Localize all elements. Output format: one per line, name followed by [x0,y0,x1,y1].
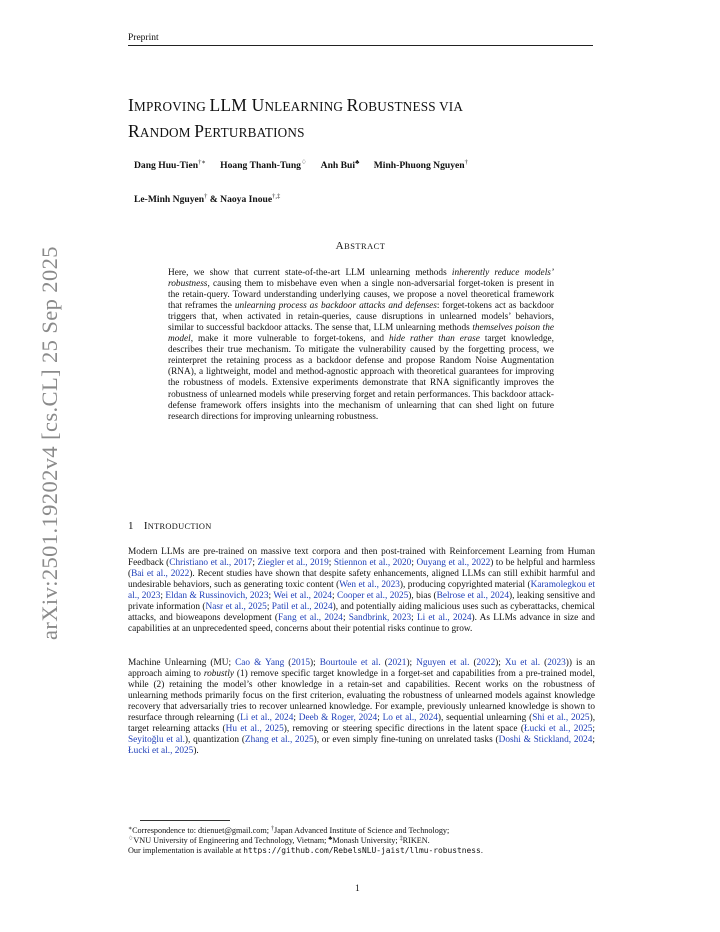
intro-paragraph-1 [128,547,595,635]
text-run: ), sequential unlearning ( [437,713,533,724]
arxiv-side-stamp: arXiv:2501.19202v4 [cs.CL] 25 Sep 2025 [37,246,62,640]
emphasis-text: unlearning process as backdoor attacks and defenses [234,301,437,312]
text-run: ). Recent studies have shown that despite safety enhancements, aligned LLMs can still exhibit harmful and undesirable behaviors, such as generating toxic content ( [128,569,595,591]
citation-link[interactable]: Sandbrink, 2023 [348,613,412,624]
author-line-1 [134,160,480,171]
text-run: VNU University of Engineering and Technology, Vietnam; [133,836,329,845]
citation-link[interactable]: Bai et al., 2022 [131,569,190,580]
citation-link[interactable]: Hu et al., 2025 [225,724,284,735]
citation-link[interactable]: Ouyang et al., 2022 [416,558,491,569]
section-heading-introduction: 1 INTRODUCTION [128,520,212,532]
citation-link[interactable]: Stiennon et al., 2020 [333,558,412,569]
text-run: ), or even simply fine-tuning on unrelated tasks ( [313,735,499,746]
text-run: ), quantization ( [184,735,245,746]
citation-link[interactable]: Fang et al., 2024 [278,613,343,624]
text-run: ( [380,658,388,668]
text-run: ); [309,658,320,668]
emphasis-text: themselves poison the model [168,323,554,345]
footnote-line [128,826,595,836]
text-run: )) is an approach aiming to [128,658,596,680]
text-run: ; [411,558,417,569]
text-run: ), bias ( [408,591,437,602]
text-run: ( [540,658,548,668]
emphasis-text: robustly [203,669,234,680]
author: Hoang Thanh-Tung♢ [220,159,307,171]
text-run: ; [377,713,383,724]
text-run: ; [293,713,299,724]
text-run: ; [592,724,595,735]
citation-link[interactable]: Patil et al., 2024 [271,602,333,613]
citation-link[interactable]: 2021 [387,658,407,668]
citation-link[interactable]: Li et al., 2024 [240,713,294,724]
citation-link[interactable]: Łucki et al., 2025 [128,746,194,757]
author: Le-Minh Nguyen† [134,193,208,205]
citation-link[interactable]: Belrose et al., 2024 [436,591,509,602]
footnote-implementation: Our implementation is available at https://github.com/RebelsNLU-jaist/llmu-robustness. [128,846,483,855]
footnote-mark: ∗ [128,826,133,832]
header-rule [128,45,593,46]
citation-link[interactable]: Nguyen et al. [416,658,470,668]
text-run: ); [406,658,417,668]
footnote-mark: ♣ [328,836,333,842]
text-run: ( [284,658,292,668]
text-run: Machine Unlearning (MU; [128,658,236,668]
citation-link[interactable]: 2023 [547,658,566,668]
abstract-body [168,268,554,423]
text-run: Modern LLMs are pre-trained on massive text corpora and then post-trained with Reinforcement Learning from Human Feedback ( [128,547,595,569]
citation-link[interactable]: Eldan & Russinovich, 2023 [165,591,269,602]
text-run: RIKEN. [402,836,430,845]
citation-link[interactable]: Ziegler et al., 2019 [257,558,329,569]
citation-link[interactable]: Karamolegkou et al., 2023 [128,580,595,602]
citation-link[interactable]: Zhang et al., 2025 [244,735,314,746]
running-header: Preprint [128,33,159,43]
text-run: ; [268,591,274,602]
page-number: 1 [355,884,360,894]
abstract-heading: ABSTRACT [335,240,386,252]
text-run: ; [266,602,272,613]
intro-paragraph-2 [128,658,595,757]
text-run: ; [411,613,417,624]
citation-link[interactable]: 2022 [476,658,496,668]
text-run: ; [328,558,334,569]
footnote-line [128,836,595,846]
footnote-rule [140,820,230,821]
citation-link[interactable]: Deeb & Roger, 2024 [298,713,378,724]
text-run: target knowledge, describes their true mechanism. To mitigate the vulnerability caused by the forgetting process, we reinterpret the retaining process as a backdoor defense and propose Random Noise Augmentation (RNA), a lightweight, model and method-agnostic approach with theoretical guarantees for improving the robustness of models. Extensive experiments demonstrate that RNA significantly improves the robustness of unlearned models while preserving forget and retain performances. This backdoor attack-defense framework offers insights into the mechanism of unlearning that can shed light on future research directions for improving unlearning robustness. [168,334,555,422]
text-run: Monash University; [332,836,400,845]
citation-link[interactable]: Cao & Yang [235,658,285,668]
citation-link[interactable]: Li et al., 2024 [416,613,472,624]
text-run: ; [592,735,596,746]
text-run: ( [469,658,477,668]
author: Anh Bui♣ [320,159,360,171]
text-run: ; [331,591,337,602]
title-line-1: IMPROVING LLM UNLEARNING ROBUSTNESS VIA [128,95,464,115]
repository-link[interactable]: https://github.com/RebelsNLU-jaist/llmu-robustness [243,846,481,855]
text-run: ). As LLMs advance in size and capabilities at an unprecedented speed, concerns about their potential risks continue to grow. [128,613,595,635]
text-run: ; [342,613,349,624]
footnote-mark: ‡ [399,836,403,842]
footnote-mark: † [271,826,275,832]
text-run: ; [252,558,258,569]
citation-link[interactable]: Seyitoğlu et al. [128,735,185,746]
citation-link[interactable]: Shi et al., 2025 [532,713,590,724]
text-run: (1) remove specific target knowledge in a forget-set and capabilities from a pre-trained model, while (2) retaining the model’s other knowledge in a retain-set and capabilities. Recent works on the robustness of unlearning methods primarily focus on the first criterion, evaluating the robustness of unlearned models against knowledge recovery that adversarially tries to recover unlearned knowledge. For example, previously unlearned knowledge is shown to resurface through relearning ( [128,669,596,724]
author: Dang Huu-Tien†∗ [134,159,206,171]
author: Naoya Inoue†,‡ [220,193,281,205]
text-run: , causing them to misbehave even when a single non-adversarial forget-token is present in the retain-query. Toward understanding underlying causes, we propose a novel theoretical framework that reframes the [168,279,554,312]
text-run: Japan Advanced Institute of Science and Technology; [274,826,450,835]
citation-link[interactable]: Christiano et al., 2017 [169,558,253,569]
citation-link[interactable]: Xu et al. [504,658,541,668]
text-run: : forget-tokens act as backdoor triggers that, when activated in retain-queries, cause disruptions in unlearned models’ behaviors, similar to successful backdoor attacks. The sense that, LLM unlearning methods [168,301,554,334]
text-run: ) to be helpful and harmless ( [128,558,595,580]
citation-link[interactable]: 2015 [291,658,310,668]
citation-link[interactable]: Łucki et al., 2025 [524,724,593,735]
citation-link[interactable]: Cooper et al., 2025 [337,591,409,602]
text-run: , make it more vulnerable to forget-tokens, and [190,334,390,345]
text-run: ; [160,591,166,602]
emphasis-text: hide rather than erase [389,334,480,345]
author-line-2 [134,194,280,205]
title-line-2: RANDOM PERTURBATIONS [128,121,305,141]
citation-link[interactable]: Lo et al., 2024 [382,713,438,724]
citation-link[interactable]: Wei et al., 2024 [273,591,332,602]
text-run: ). [193,746,199,757]
author: Minh-Phuong Nguyen† [373,159,468,171]
text-run: ), producing copyrighted material ( [399,580,531,591]
citation-link[interactable]: Wen et al., 2023 [339,580,400,591]
citation-link[interactable]: Bourtoule et al. [319,658,381,668]
paper-title [128,93,598,145]
citation-link[interactable]: Doshi & Stickland, 2024 [498,735,593,746]
text-run: ); [495,658,505,668]
emphasis-text: inherently reduce models’ robustness [168,268,554,290]
text-run: Correspondence to: dtienuet@gmail.com; [132,826,272,835]
text-run: ), and potentially aiding malicious uses such as cyberattacks, chemical attacks, and bioweapons development ( [128,602,595,624]
footnotes [128,826,595,856]
citation-link[interactable]: Nasr et al., 2025 [205,602,267,613]
footnote-mark: ♢ [128,836,134,842]
text-run: ), removing or steering specific directions in the latent space ( [283,724,524,735]
text-run: ), target relearning attacks ( [128,713,596,735]
text-run: Here, we show that current state-of-the-art LLM unlearning methods [168,268,452,278]
author-joiner: & [209,194,218,205]
text-run: ), leaking sensitive and private information ( [128,591,595,613]
